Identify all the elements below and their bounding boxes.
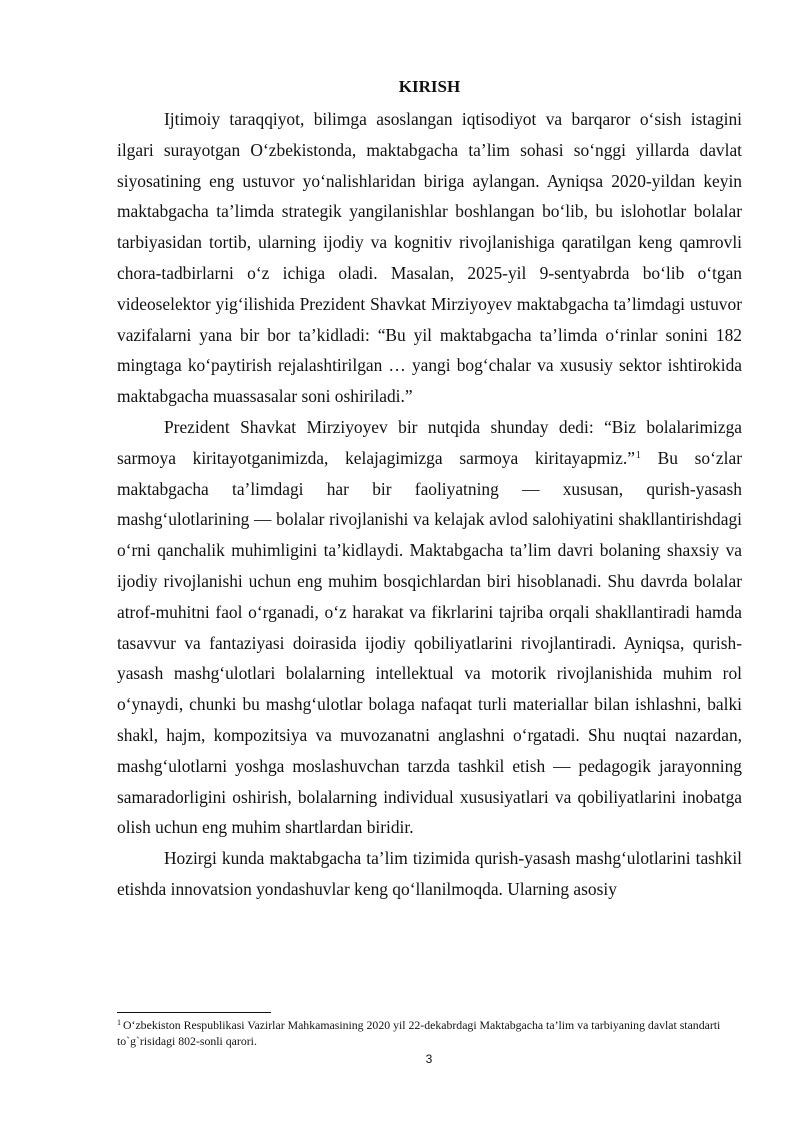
footnote-number: 1 (117, 1018, 121, 1027)
paragraph-3: Hozirgi kunda maktabgacha ta’lim tizimida qurish-yasash mashg‘ulotlarini tashkil etishda innovatsion yondashuvlar keng qo‘llanilmoqda. Ularning asosiy (117, 848, 742, 899)
paragraph-2-text-after: Bu so‘zlar maktabgacha ta’limdagi har bir faoliyatning — xususan, qurish-yasash mashg‘ulotlarining — bolalar rivojlanishi va kelajak avlod salohiyatini shakllantirishdagi o‘rni qanchalik muhimligini ta’kidlaydi. Maktabgacha ta’lim davri bolaning shaxsiy va ijodiy rivojlanishi uchun eng muhim bosqichlardan biri hisoblanadi. Shu davrda bolalar atrof-muhitni faol o‘rganadi, o‘z harakat va fikrlarini tajriba orqali shakllantiradi hamda tasavvur va fantaziyasi doirasida ijodiy qobiliyatlarini rivojlantiradi. Ayniqsa, qurish-yasash mashg‘ulotlari bolalarning intellektual va motorik rivojlanishida muhim rol o‘ynaydi, chunki bu mashg‘ulotlar bolaga nafaqat turli materiallar bilan ishlashni, balki shakl, hajm, kompozitsiya va muvozanatni anglashni o‘rgatadi. Shu nuqtai nazardan, mashg‘ulotlarni yoshga moslashuvchan tarzda tashkil etish — pedagogik jarayonning samaradorligini oshirish, bolalarning individual xususiyatlari va qobiliyatlarini inobatga olish uchun eng muhim shartlardan biridir. (117, 447, 742, 838)
paragraph-2 (117, 412, 742, 843)
footnote (117, 1017, 742, 1049)
paragraph-1: Ijtimoiy taraqqiyot, bilimga asoslangan iqtisodiyot va barqaror o‘sish istagini ilgari surayotgan O‘zbekistonda, maktabgacha ta’lim sohasi so‘nggi yillarda davlat siyosatining eng ustuvor yo‘nalishlaridan biriga aylangan. Ayniqsa 2020-yildan keyin maktabgacha ta’limda strategik yangilanishlar boshlangan bo‘lib, bu islohotlar bolalar tarbiyasidan tortib, ularning ijodiy va kognitiv rivojlanishiga qaratilgan keng qamrovli chora-tadbirlarni o‘z ichiga oladi. Masalan, 2025-yil 9-sentyabrda bo‘lib o‘tgan videoselektor yig‘ilishida Prezident Shavkat Mirziyoyev maktabgacha ta’limdagi ustuvor vazifalarni yana bir bor ta’kidladi: “Bu yil maktabgacha ta’limda o‘rinlar sonini 182 mingtaga ko‘paytirish rejalashtirilgan … yangi bog‘chalar va xususiy sektor ishtirokida maktabgacha muassasalar soni oshiriladi.” (117, 109, 742, 407)
footnote-text: O‘zbekiston Respublikasi Vazirlar Mahkamasining 2020 yil 22-dekabrdagi Maktabgacha ta’lim va tarbiyaning davlat standarti to`g`risidagi 802-sonli qarori. (117, 1018, 721, 1048)
footnote-separator (117, 1012, 271, 1013)
paragraph-2-text-before: Prezident Shavkat Mirziyoyev bir nutqida shunday dedi: “Biz bolalarimizga sarmoya kiritayotganimizda, kelajagimizga sarmoya kiritayapmiz.” (117, 416, 742, 468)
document-body (117, 104, 742, 905)
page-title: KIRISH (398, 77, 461, 96)
footnote-reference[interactable]: 1 (635, 449, 641, 461)
page-number: 3 (425, 1052, 433, 1066)
